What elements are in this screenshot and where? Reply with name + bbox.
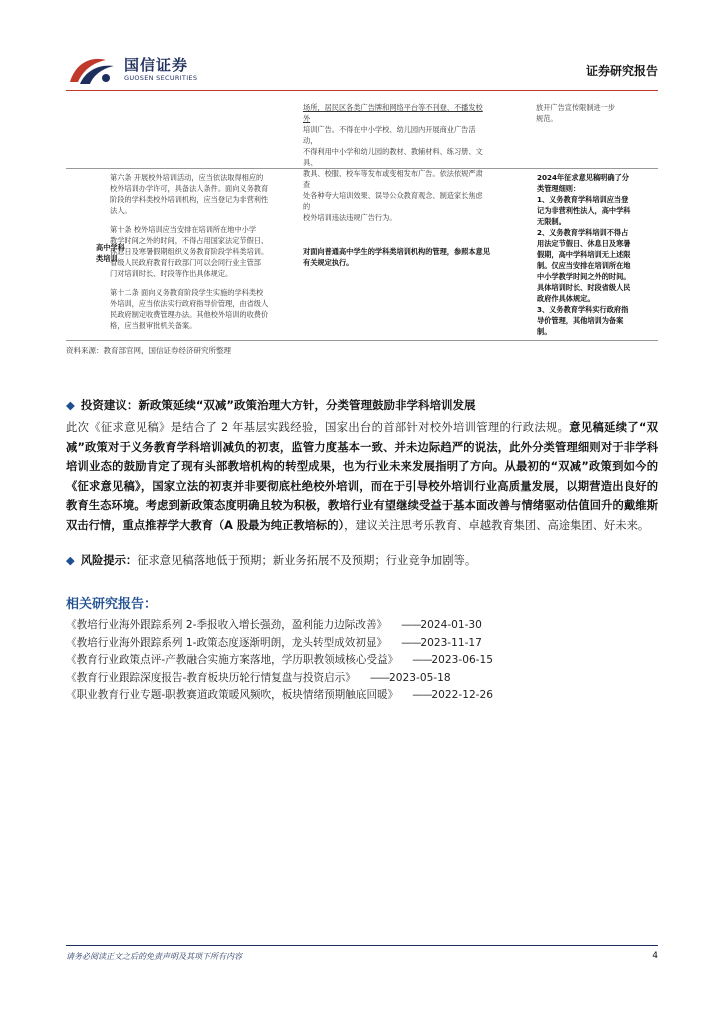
guosen-logo-mark-icon: [66, 52, 118, 88]
related-report-item[interactable]: [66, 617, 658, 635]
table-text-line: 省级人民政府教育行政部门可以会同行业主管部: [110, 258, 261, 267]
table-text-line: 有关规定执行。: [303, 258, 354, 267]
related-reports-list: [66, 617, 658, 705]
dash: ——: [412, 654, 432, 666]
related-report-date: 2022-12-26: [431, 689, 493, 701]
table-text-line: 校外培训违法违规广告行为。: [303, 213, 397, 222]
table-text-line: 教具、校服、校车等发布或变相发布广告。依法依规严肃查: [303, 169, 483, 189]
article-10: [110, 224, 310, 279]
guosen-logo: [66, 52, 226, 90]
footer-divider: [66, 945, 658, 946]
table-text-line: 第六条 开展校外培训活动，应当依法取得相应的: [110, 173, 264, 182]
table-text-line: 2024年征求意见稿明确了分: [537, 173, 629, 182]
table-top-middle-cell: [303, 102, 487, 223]
dash: ——: [401, 619, 421, 631]
page-number: 4: [652, 951, 658, 961]
table-text-line: 假期，高中学科培训无上述限: [537, 250, 631, 259]
table-text-line: 放开广告宣传限制进一步: [536, 103, 616, 112]
table-text-line: 对面向普通高中学生的学科类培训机构的管理，参照本意见: [303, 247, 490, 256]
table-text-line: 第十二条 面向义务教育阶段学生实施的学科类校: [110, 288, 264, 297]
paragraph-run: ，建议关注思考乐教育、卓越教育集团、高途集团、好未来。: [344, 518, 650, 532]
page-header: [66, 50, 658, 90]
diamond-bullet-icon: ◆: [66, 398, 75, 412]
table-text-line: 格，应当报审批机关备案。: [110, 321, 197, 330]
table-text-line: 法人。: [110, 206, 132, 215]
table-text-line: 具体培训时长、时段省级人民: [537, 283, 631, 292]
table-text-line: 政府作具体规定。: [537, 294, 595, 303]
table-text-line: 处各种夸大培训效果、误导公众教育观念、制造家长焦虑的: [303, 191, 483, 211]
table-middle-cell: [303, 246, 533, 268]
table-text-line: 类培训: [96, 254, 118, 263]
table-left-articles: [110, 172, 310, 331]
policy-comparison-table: [66, 96, 658, 342]
paragraph-run: 此次《征求意见稿》是结合了 2 年基层实践经验，国家出台的首部针对校外培训管理的行政法规。: [66, 421, 570, 434]
table-text-line: 1、义务教育学科培训应当登: [537, 195, 629, 204]
table-text-line: 教学时间之外的时间，不得占用国家法定节假日、: [110, 236, 269, 245]
table-text-line: 外培训，应当依法实行政府指导价管理，由省级人: [110, 299, 269, 308]
diamond-bullet-icon: ◆: [66, 554, 75, 567]
dash: ——: [412, 689, 432, 701]
related-report-date: 2023-06-15: [431, 654, 493, 666]
related-report-date: 2024-01-30: [420, 619, 482, 631]
risk-warning: [66, 552, 658, 568]
related-report-item[interactable]: [66, 687, 658, 705]
table-text-line: 民政府制定收费管理办法。其他校外培训的收费价: [110, 310, 269, 319]
related-report-date: 2023-11-17: [420, 636, 482, 649]
related-report-name[interactable]: 《教育行业政策点评-产教融合实施方案落地，学历职教领域核心受益》: [66, 654, 399, 666]
table-text-line: 中小学教学时间之外的时间。: [537, 272, 631, 281]
dash: ——: [401, 636, 421, 649]
table-text-line: 场所，居民区各类广告牌和网络平台等不刊登、不播发校外: [303, 103, 483, 123]
table-text-line: 用法定节假日、休息日及寒暑: [537, 239, 631, 248]
table-text-line: 无限制。: [537, 217, 566, 226]
table-text-line: 导价管理，其他培训为备案: [537, 316, 624, 325]
table-text-line: 制。仅应当安排在培训所在地: [537, 261, 631, 270]
table-text-line: 第十条 校外培训应当安排在培训所在地中小学: [110, 225, 257, 234]
report-type-label: 证券研究报告: [585, 64, 658, 78]
article-6: [110, 172, 310, 216]
investment-heading: [66, 397, 658, 413]
dash: ——: [369, 671, 390, 684]
header-divider: [66, 90, 658, 91]
table-text-line: 制。: [537, 327, 552, 336]
related-report-item[interactable]: [66, 652, 658, 670]
table-text-line: 类管理细则：: [537, 184, 581, 193]
table-source-note: 资料来源：教育部官网，国信证券经济研究所整理: [66, 346, 231, 355]
table-text-line: 高中学科: [96, 243, 125, 252]
related-report-name[interactable]: 《教培行业海外跟踪系列 2-季报收入增长强劲，盈利能力边际改善》: [66, 619, 388, 631]
investment-heading-text: 投资建议：新政策延续“双减”政策治理大方针，分类管理鼓励非学科培训发展: [80, 398, 476, 412]
risk-label: 风险提示：: [80, 554, 138, 567]
risk-text: 征求意见稿落地低于预期；新业务拓展不及预期；行业竞争加剧等。: [137, 554, 477, 567]
related-report-date: 2023-05-18: [389, 671, 451, 684]
table-text-line: 校外培训办学许可，具备法人条件。面向义务教育: [110, 184, 269, 193]
logo-chinese-name: 国信证券: [124, 56, 189, 74]
table-right-cell: [537, 172, 658, 337]
table-text-line: 2、义务教育学科培训不得占: [537, 228, 629, 237]
related-report-name[interactable]: 《教育行业跟踪深度报告-教育板块历轮行情复盘与投资启示》: [66, 671, 356, 684]
table-text-line: 规范。: [536, 114, 558, 123]
table-row-divider: [66, 168, 658, 169]
table-text-line: 门对培训时长、时段等作出具体规定。: [110, 269, 233, 278]
paragraph-run-bold: 意见稿延续了“双减”政策对于义务教育学科培训减负的初衷，监管力度基本一致、并未边际趋严的说法，此外分类管理细则对于非学科培训业态的鼓励肯定了现有头部教培机构的转型成果，也为行业未来发展指明了方向。从最初的“双减”政策到如今的《征求意见稿》，国家立法的初衷并非要彻底杜绝校外培训，而在于引导校外培训行业高质量发展，以期营造出良好的教育生态环境。考虑到新政策态度明确且较为积极，教培行业有望继续受益于基本面改善与情绪驱动估值回升的戴维斯双击行情，重点推荐学大教育（A 股最为纯正教培标的）: [66, 421, 658, 532]
related-report-item[interactable]: [66, 670, 658, 688]
table-text-line: 不得利用中小学和幼儿园的教材、教辅材料、练习册、文具、: [303, 147, 483, 167]
table-text-line: 阶段的学科类校外培训机构，应当登记为非营利性: [110, 195, 269, 204]
investment-paragraph: [66, 418, 658, 535]
related-reports-title: 相关研究报告：: [66, 597, 158, 612]
footer-disclaimer: 请务必阅读正文之后的免责声明及其项下所有内容: [66, 952, 242, 961]
related-report-item[interactable]: [66, 635, 658, 653]
table-text-line: 3、义务教育学科实行政府指: [537, 305, 629, 314]
related-report-name[interactable]: 《教培行业海外跟踪系列 1-政策态度逐渐明朗，龙头转型成效初显》: [66, 636, 388, 649]
table-text-line: 记为非营利性法人，高中学科: [537, 206, 631, 215]
logo-english-name: GUOSEN SECURITIES: [124, 74, 198, 82]
table-bottom-rule: [66, 340, 658, 341]
table-top-right-cell: [536, 102, 658, 124]
article-12: [110, 287, 310, 331]
table-text-line: 休息日及寒暑假期组织义务教育阶段学科类培训。: [110, 247, 269, 256]
related-report-name[interactable]: 《职业教育行业专题-职教赛道政策暖风频吹，板块情绪预期触底回暖》: [66, 689, 399, 701]
table-text-line: 培训广告。不得在中小学校、幼儿园内开展商业广告活动，: [303, 125, 476, 145]
